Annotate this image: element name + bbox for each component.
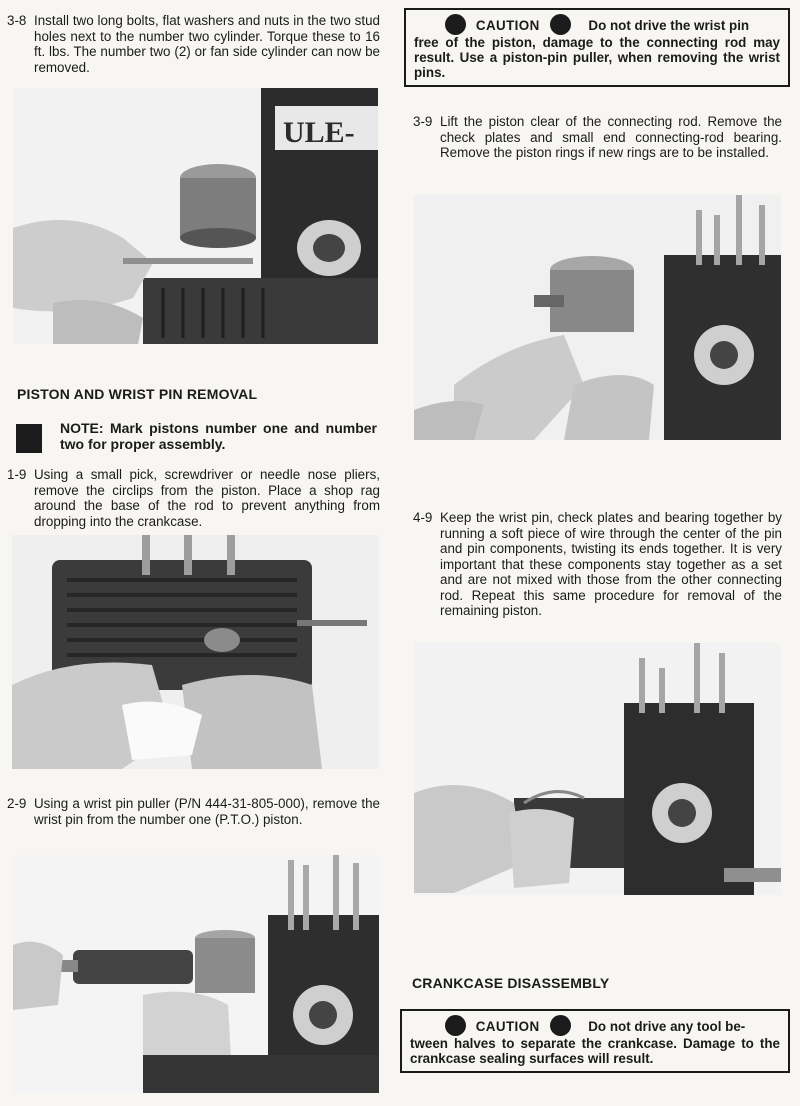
step-number: 4-9	[413, 510, 433, 525]
note-block	[16, 420, 377, 452]
step-4-9	[413, 510, 782, 619]
caution-lead: Do not drive the wrist pin	[588, 18, 750, 33]
step-text: Lift the piston clear of the connecting rod. Remove the check plates and small end connecting-rod bearing. Remove the piston rings if new rings are to be installed.	[440, 114, 782, 160]
engine-label: ULE-02	[283, 116, 355, 183]
step-text: Using a wrist pin puller (P/N 444-31-805-000), remove the wrist pin from the number one (P.T.O.) piston.	[34, 796, 380, 827]
photo-cylinder-removal	[13, 88, 378, 344]
step-text: Install two long bolts, flat washers and nuts in the two stud holes next to the number two cylinder. Torque these to 16 ft. lbs. The number two (2) or fan side cylinder can now be removed.	[34, 13, 380, 75]
step-number: 3-8	[7, 13, 27, 28]
note-text: NOTE: Mark pistons number one and number two for proper assembly.	[60, 420, 377, 452]
step-number: 1-9	[7, 467, 27, 482]
photo-wire-bundle	[414, 643, 781, 895]
caution-label: CAUTION	[475, 1019, 540, 1034]
caution-bullet-icon	[445, 14, 466, 35]
caution-text: tween halves to separate the crankcase. Damage to the crankcase sealing surfaces will result.	[410, 1036, 780, 1066]
photo-circlip-removal	[12, 535, 379, 769]
section-title-crankcase: CRANKCASE DISASSEMBLY	[412, 975, 610, 991]
step-number: 2-9	[7, 796, 27, 811]
photo-piston-lift	[414, 195, 781, 440]
step-text: Keep the wrist pin, check plates and bearing together by running a soft piece of wire through the center of the pin and pin components, twisting its ends together. It is very important that these components stay together as a set and are not mixed with those from the other connecting rod. Repeat this same procedure for removal of the remaining piston.	[440, 510, 782, 618]
step-3-9	[413, 114, 782, 161]
caution-text: free of the piston, damage to the connecting rod may result. Use a piston-pin puller, when removing the wrist pins.	[414, 35, 780, 80]
caution-box-wrist-pin	[404, 8, 790, 87]
caution-label: CAUTION	[475, 18, 540, 33]
section-title-piston-removal: PISTON AND WRIST PIN REMOVAL	[17, 386, 258, 402]
step-number: 3-9	[413, 114, 433, 129]
caution-bullet-icon	[445, 1015, 466, 1036]
note-marker	[16, 424, 42, 453]
step-3-8	[7, 13, 380, 75]
caution-box-crankcase	[400, 1009, 790, 1073]
caution-lead: Do not drive any tool be-	[588, 1019, 746, 1034]
step-1-9	[7, 467, 380, 529]
step-text: Using a small pick, screwdriver or needle nose pliers, remove the circlips from the piston. Place a shop rag around the base of the rod to prevent anything from dropping into the crankcase.	[34, 467, 380, 529]
step-2-9	[7, 796, 380, 827]
caution-bullet-icon	[550, 14, 571, 35]
photo-wrist-pin-puller	[13, 855, 379, 1093]
caution-bullet-icon	[550, 1015, 571, 1036]
